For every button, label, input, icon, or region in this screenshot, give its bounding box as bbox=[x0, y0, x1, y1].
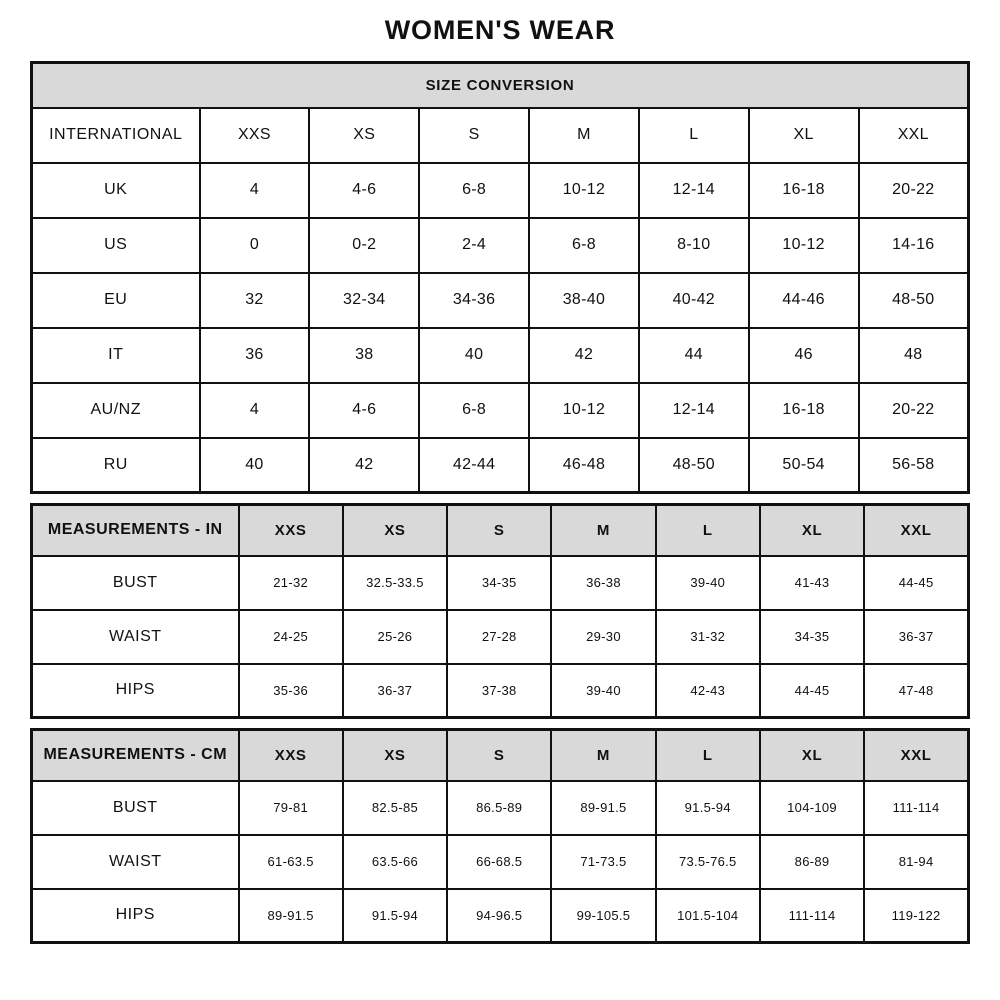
page-title: WOMEN'S WEAR bbox=[384, 15, 616, 45]
value-cell: 39-40 bbox=[551, 664, 655, 718]
value-cell: 91.5-94 bbox=[656, 781, 760, 835]
value-cell: 31-32 bbox=[656, 610, 760, 664]
size-column-header: L bbox=[656, 730, 760, 781]
value-cell: 46-48 bbox=[529, 438, 639, 493]
value-cell: 10-12 bbox=[529, 383, 639, 438]
international-header: INTERNATIONAL bbox=[32, 108, 200, 163]
size-column-header: S bbox=[447, 730, 551, 781]
row-label: IT bbox=[32, 328, 200, 383]
size-conversion-title-row bbox=[32, 63, 969, 108]
size-column-header: XS bbox=[343, 505, 447, 556]
table-row bbox=[32, 273, 969, 328]
value-cell: 42 bbox=[309, 438, 419, 493]
value-cell: 40 bbox=[200, 438, 310, 493]
size-column-header: XS bbox=[343, 730, 447, 781]
value-cell: 32.5-33.5 bbox=[343, 556, 447, 610]
value-cell: 40 bbox=[419, 328, 529, 383]
value-cell: 0 bbox=[200, 218, 310, 273]
value-cell: 99-105.5 bbox=[551, 889, 655, 943]
size-column-header: S bbox=[447, 505, 551, 556]
table-row bbox=[32, 781, 969, 835]
value-cell: 36-37 bbox=[864, 610, 968, 664]
row-label: EU bbox=[32, 273, 200, 328]
value-cell: 32-34 bbox=[309, 273, 419, 328]
value-cell: 42-43 bbox=[656, 664, 760, 718]
value-cell: 41-43 bbox=[760, 556, 864, 610]
measurements-in-header-row bbox=[32, 505, 969, 556]
row-label: RU bbox=[32, 438, 200, 493]
value-cell: 34-35 bbox=[760, 610, 864, 664]
value-cell: 44 bbox=[639, 328, 749, 383]
value-cell: 20-22 bbox=[859, 163, 969, 218]
value-cell: 48 bbox=[859, 328, 969, 383]
row-label: BUST bbox=[32, 556, 239, 610]
table-row bbox=[32, 163, 969, 218]
value-cell: 6-8 bbox=[419, 163, 529, 218]
size-column-header: XXL bbox=[864, 730, 968, 781]
size-conversion-table bbox=[30, 61, 970, 494]
size-column-header: XXS bbox=[200, 108, 310, 163]
value-cell: 71-73.5 bbox=[551, 835, 655, 889]
value-cell: 56-58 bbox=[859, 438, 969, 493]
measurements-cm-table bbox=[30, 728, 970, 944]
value-cell: 47-48 bbox=[864, 664, 968, 718]
value-cell: 73.5-76.5 bbox=[656, 835, 760, 889]
value-cell: 4 bbox=[200, 163, 310, 218]
value-cell: 91.5-94 bbox=[343, 889, 447, 943]
value-cell: 46 bbox=[749, 328, 859, 383]
size-column-header: XL bbox=[760, 505, 864, 556]
table-row bbox=[32, 610, 969, 664]
value-cell: 38 bbox=[309, 328, 419, 383]
size-column-header: XXS bbox=[239, 730, 343, 781]
value-cell: 63.5-66 bbox=[343, 835, 447, 889]
value-cell: 48-50 bbox=[859, 273, 969, 328]
size-column-header: L bbox=[639, 108, 749, 163]
size-column-header: XL bbox=[760, 730, 864, 781]
size-column-header: S bbox=[419, 108, 529, 163]
measurements-title: MEASUREMENTS - CM bbox=[32, 730, 239, 781]
row-label: US bbox=[32, 218, 200, 273]
value-cell: 32 bbox=[200, 273, 310, 328]
value-cell: 86-89 bbox=[760, 835, 864, 889]
value-cell: 66-68.5 bbox=[447, 835, 551, 889]
value-cell: 34-35 bbox=[447, 556, 551, 610]
size-column-header: L bbox=[656, 505, 760, 556]
value-cell: 16-18 bbox=[749, 163, 859, 218]
size-column-header: M bbox=[529, 108, 639, 163]
value-cell: 36-37 bbox=[343, 664, 447, 718]
value-cell: 38-40 bbox=[529, 273, 639, 328]
value-cell: 50-54 bbox=[749, 438, 859, 493]
value-cell: 44-45 bbox=[864, 556, 968, 610]
value-cell: 101.5-104 bbox=[656, 889, 760, 943]
table-row bbox=[32, 556, 969, 610]
size-column-header: M bbox=[551, 730, 655, 781]
table-row bbox=[32, 383, 969, 438]
row-label: HIPS bbox=[32, 889, 239, 943]
value-cell: 39-40 bbox=[656, 556, 760, 610]
size-column-header: XS bbox=[309, 108, 419, 163]
row-label: UK bbox=[32, 163, 200, 218]
value-cell: 16-18 bbox=[749, 383, 859, 438]
value-cell: 48-50 bbox=[639, 438, 749, 493]
value-cell: 89-91.5 bbox=[239, 889, 343, 943]
value-cell: 34-36 bbox=[419, 273, 529, 328]
value-cell: 4-6 bbox=[309, 383, 419, 438]
size-column-header: XXL bbox=[864, 505, 968, 556]
value-cell: 36 bbox=[200, 328, 310, 383]
value-cell: 61-63.5 bbox=[239, 835, 343, 889]
value-cell: 12-14 bbox=[639, 383, 749, 438]
value-cell: 119-122 bbox=[864, 889, 968, 943]
value-cell: 2-4 bbox=[419, 218, 529, 273]
value-cell: 0-2 bbox=[309, 218, 419, 273]
value-cell: 81-94 bbox=[864, 835, 968, 889]
value-cell: 79-81 bbox=[239, 781, 343, 835]
value-cell: 44-46 bbox=[749, 273, 859, 328]
row-label: AU/NZ bbox=[32, 383, 200, 438]
measurements-cm-header-row bbox=[32, 730, 969, 781]
measurements-in-table bbox=[30, 503, 970, 719]
value-cell: 104-109 bbox=[760, 781, 864, 835]
value-cell: 89-91.5 bbox=[551, 781, 655, 835]
value-cell: 111-114 bbox=[760, 889, 864, 943]
row-label: BUST bbox=[32, 781, 239, 835]
value-cell: 29-30 bbox=[551, 610, 655, 664]
row-label: HIPS bbox=[32, 664, 239, 718]
table-row bbox=[32, 218, 969, 273]
size-column-header: M bbox=[551, 505, 655, 556]
value-cell: 25-26 bbox=[343, 610, 447, 664]
measurements-title: MEASUREMENTS - IN bbox=[32, 505, 239, 556]
value-cell: 44-45 bbox=[760, 664, 864, 718]
value-cell: 40-42 bbox=[639, 273, 749, 328]
value-cell: 12-14 bbox=[639, 163, 749, 218]
value-cell: 24-25 bbox=[239, 610, 343, 664]
value-cell: 10-12 bbox=[749, 218, 859, 273]
size-column-header: XXS bbox=[239, 505, 343, 556]
value-cell: 4 bbox=[200, 383, 310, 438]
value-cell: 82.5-85 bbox=[343, 781, 447, 835]
table-row bbox=[32, 328, 969, 383]
value-cell: 35-36 bbox=[239, 664, 343, 718]
row-label: WAIST bbox=[32, 835, 239, 889]
value-cell: 94-96.5 bbox=[447, 889, 551, 943]
value-cell: 86.5-89 bbox=[447, 781, 551, 835]
value-cell: 36-38 bbox=[551, 556, 655, 610]
size-conversion-title: SIZE CONVERSION bbox=[32, 63, 969, 108]
size-column-header: XXL bbox=[859, 108, 969, 163]
size-conversion-header-row bbox=[32, 108, 969, 163]
value-cell: 14-16 bbox=[859, 218, 969, 273]
size-column-header: XL bbox=[749, 108, 859, 163]
value-cell: 111-114 bbox=[864, 781, 968, 835]
table-row bbox=[32, 889, 969, 943]
value-cell: 21-32 bbox=[239, 556, 343, 610]
value-cell: 6-8 bbox=[529, 218, 639, 273]
value-cell: 4-6 bbox=[309, 163, 419, 218]
value-cell: 27-28 bbox=[447, 610, 551, 664]
value-cell: 6-8 bbox=[419, 383, 529, 438]
row-label: WAIST bbox=[32, 610, 239, 664]
value-cell: 42-44 bbox=[419, 438, 529, 493]
value-cell: 37-38 bbox=[447, 664, 551, 718]
value-cell: 8-10 bbox=[639, 218, 749, 273]
value-cell: 20-22 bbox=[859, 383, 969, 438]
value-cell: 10-12 bbox=[529, 163, 639, 218]
value-cell: 42 bbox=[529, 328, 639, 383]
table-row bbox=[32, 664, 969, 718]
table-row bbox=[32, 438, 969, 493]
table-row bbox=[32, 835, 969, 889]
